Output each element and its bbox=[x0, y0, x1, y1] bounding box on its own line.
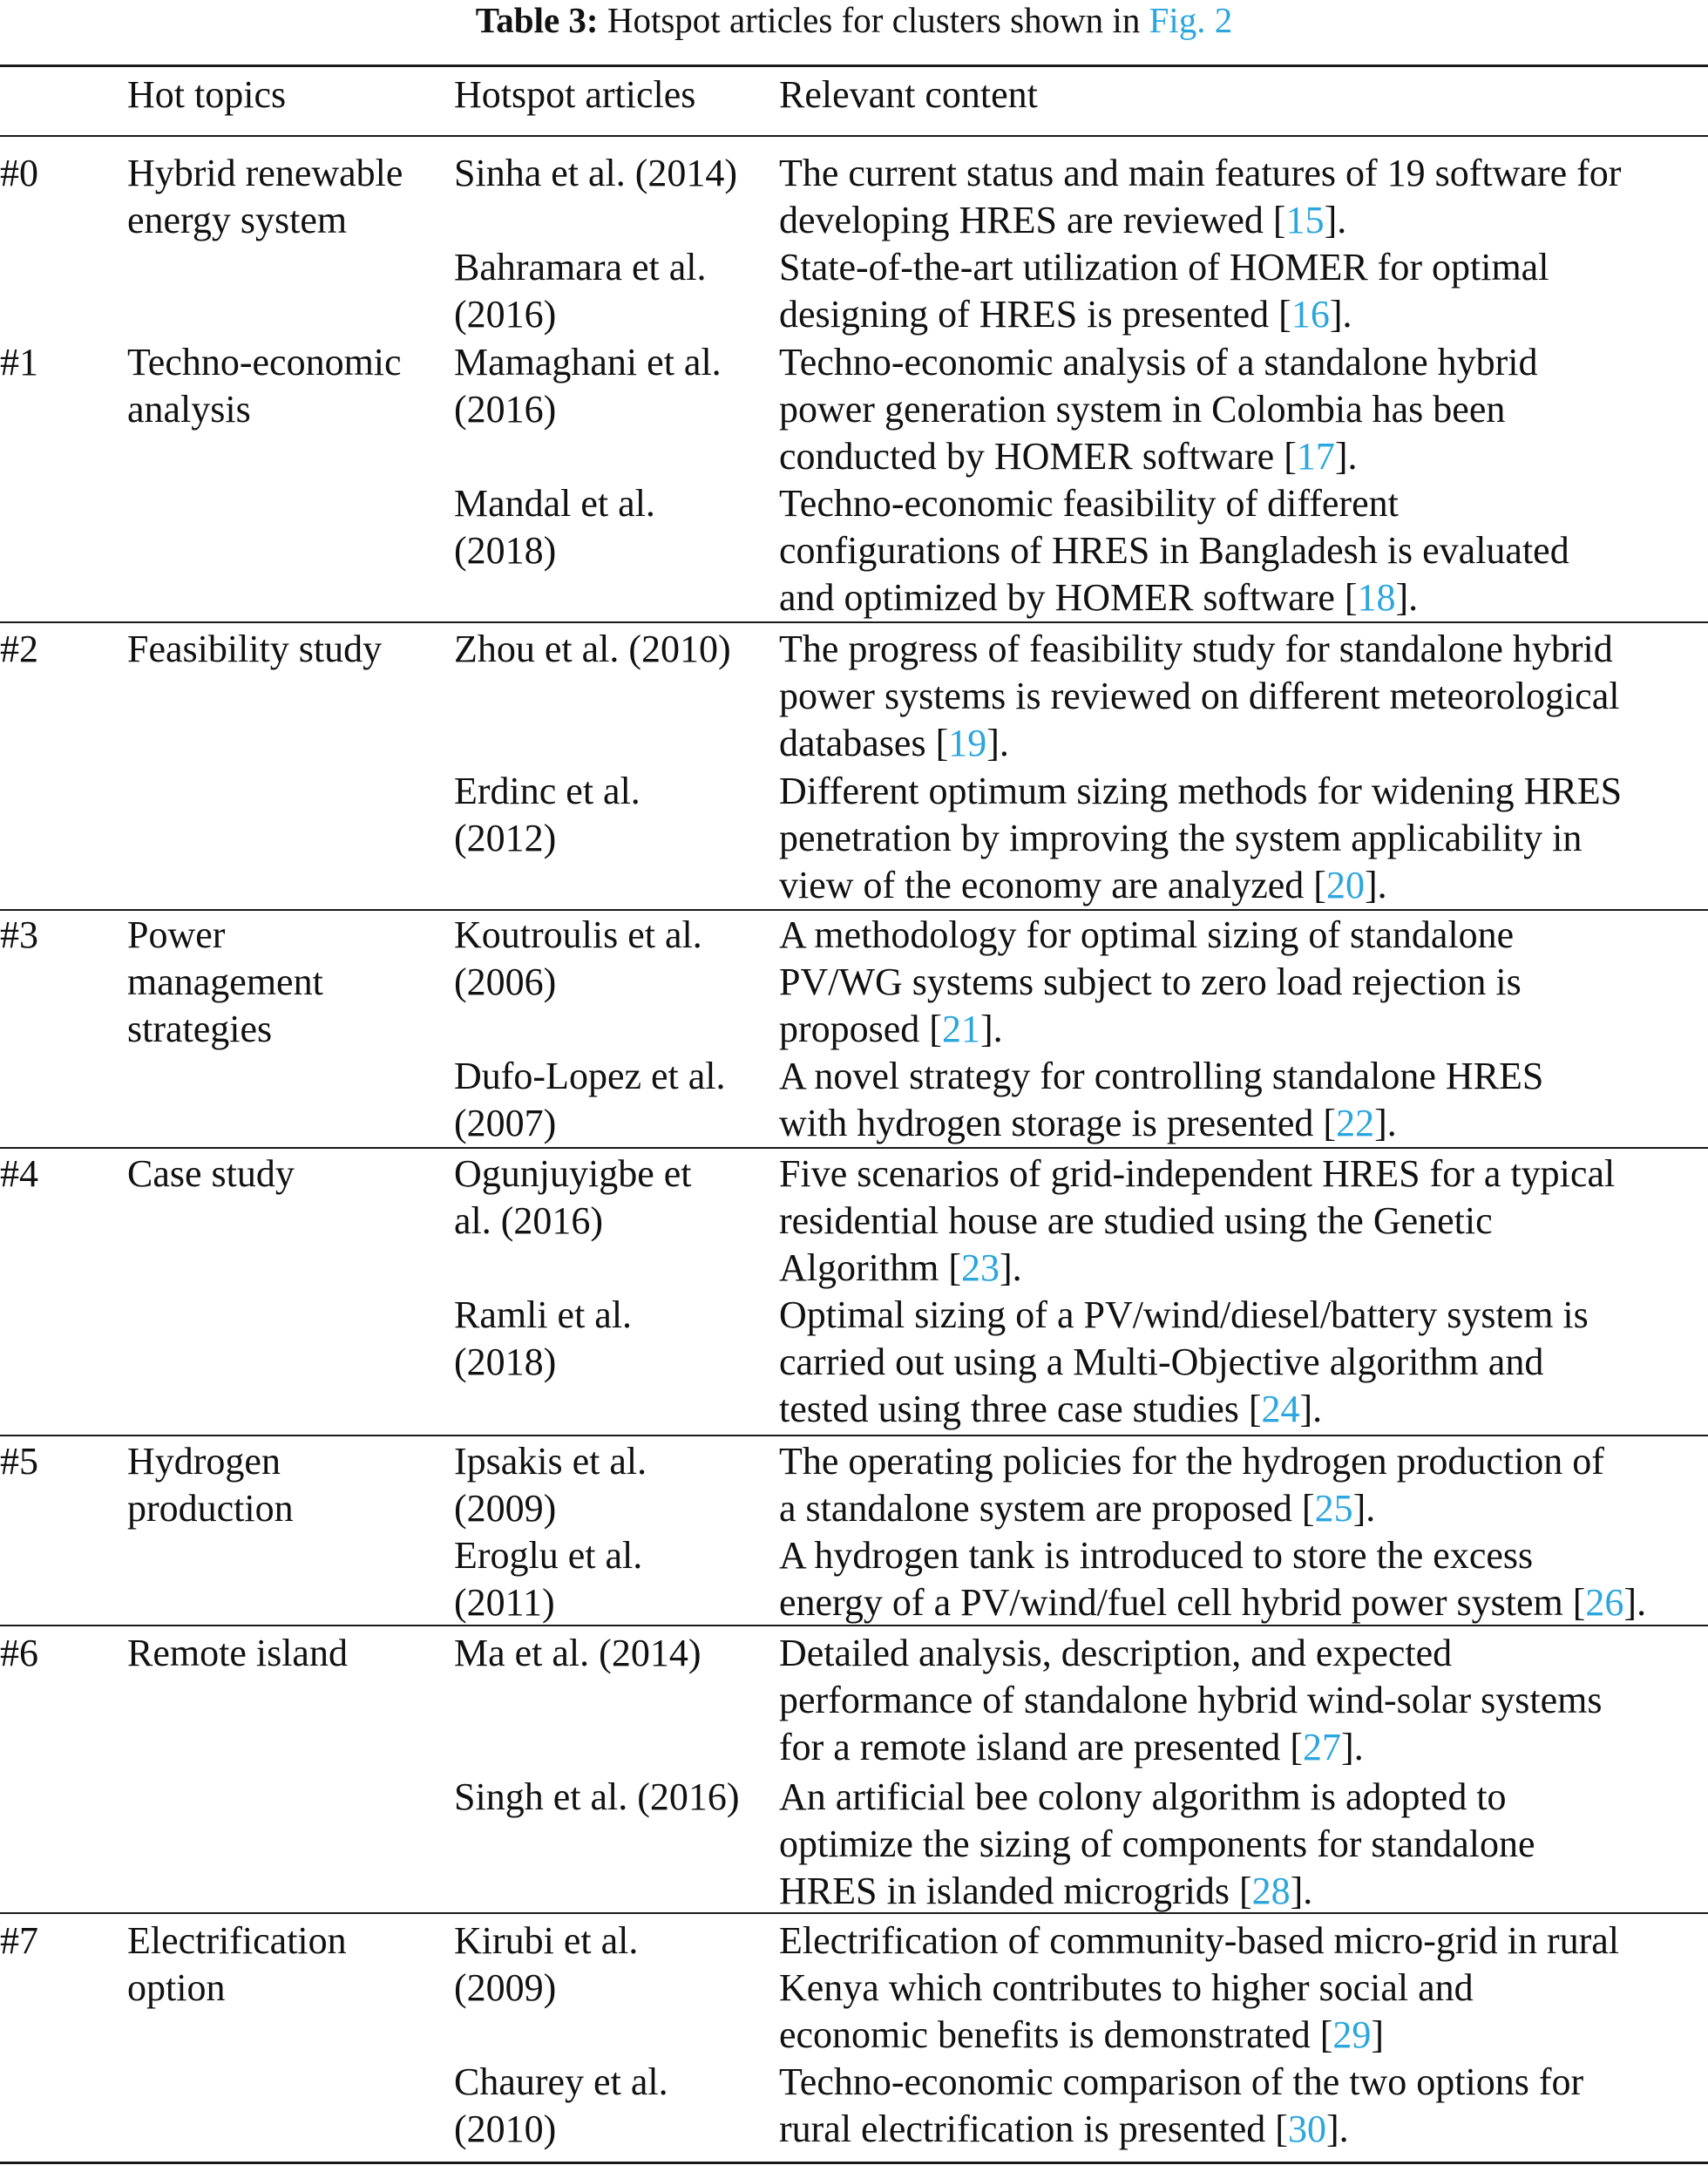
citation-link[interactable]: 20 bbox=[1325, 864, 1365, 906]
content-text: An artificial bee colony algorithm is adopted to optimize the sizing of components for standalone HRES in islanded microgrids [ bbox=[779, 1775, 1535, 1912]
relevant-content bbox=[779, 150, 1708, 244]
hotspot-article: Erdinc et al. (2012) bbox=[454, 770, 640, 859]
content-tail: ]. bbox=[986, 722, 1009, 764]
citation-link[interactable]: 23 bbox=[960, 1246, 1000, 1289]
content-tail: ]. bbox=[1290, 1870, 1313, 1912]
citation-link[interactable]: 28 bbox=[1251, 1870, 1291, 1912]
hot-topic: Power management strategies bbox=[127, 913, 323, 1050]
hot-topic: Hydrogen production bbox=[127, 1440, 294, 1530]
group-separator bbox=[0, 621, 1708, 623]
content-text: Five scenarios of grid-independent HRES for a typical residential house are studied using the Genetic Algorithm [ bbox=[779, 1152, 1616, 1289]
group-separator bbox=[0, 1912, 1708, 1914]
citation-link[interactable]: 21 bbox=[941, 1008, 980, 1050]
content-tail: ]. bbox=[1352, 1487, 1376, 1530]
relevant-content bbox=[779, 1292, 1708, 1433]
group-separator bbox=[0, 909, 1708, 911]
hotspot-article: Kirubi et al. (2009) bbox=[454, 1919, 639, 2009]
content-text: Techno-economic analysis of a standalone hybrid power generation system in Colombia has been conducted by HOMER software [ bbox=[779, 341, 1538, 478]
citation-link[interactable]: 22 bbox=[1336, 1102, 1375, 1144]
citation-link[interactable]: 16 bbox=[1291, 293, 1330, 336]
caption-text: Hotspot articles for clusters shown in bbox=[607, 0, 1141, 40]
content-tail: ]. bbox=[1324, 199, 1347, 241]
content-text: The progress of feasibility study for standalone hybrid power systems is reviewed on different meteorological databases [ bbox=[779, 628, 1620, 764]
table-top-rule bbox=[0, 64, 1708, 67]
hotspot-article: Mamaghani et al. (2016) bbox=[454, 341, 722, 431]
table-label: Table 3: bbox=[475, 0, 599, 40]
content-tail: ]. bbox=[979, 1008, 1003, 1050]
citation-link[interactable]: 24 bbox=[1261, 1388, 1300, 1430]
relevant-content bbox=[779, 1630, 1708, 1771]
content-text: State-of-the-art utilization of HOMER for optimal designing of HRES is presented [ bbox=[779, 246, 1549, 336]
cluster-number: #3 bbox=[0, 913, 38, 956]
citation-link[interactable]: 19 bbox=[948, 722, 987, 764]
hotspot-article: Eroglu et al. (2011) bbox=[454, 1534, 643, 1624]
content-tail: ]. bbox=[1325, 2108, 1349, 2150]
hotspot-article: Singh et al. (2016) bbox=[454, 1775, 740, 1818]
hotspot-article: Ipsakis et al. (2009) bbox=[454, 1440, 647, 1530]
group-separator bbox=[0, 1435, 1708, 1436]
relevant-content bbox=[779, 1053, 1708, 1147]
relevant-content bbox=[779, 339, 1708, 480]
content-tail: ]. bbox=[1329, 293, 1352, 336]
relevant-content bbox=[779, 912, 1708, 1053]
hot-topic: Remote island bbox=[127, 1632, 348, 1674]
content-text: Different optimum sizing methods for widening HRES penetration by improving the system applicability in view of the economy are analyzed [ bbox=[779, 770, 1623, 906]
hot-topic: Case study bbox=[127, 1152, 295, 1195]
content-tail: ]. bbox=[999, 1246, 1022, 1289]
content-tail: ]. bbox=[1364, 864, 1387, 906]
hotspot-article: Sinha et al. (2014) bbox=[454, 152, 738, 194]
header-hotspot-articles: Hotspot articles bbox=[454, 73, 696, 116]
hot-topic: Electrification option bbox=[127, 1919, 347, 2009]
citation-link[interactable]: 18 bbox=[1357, 576, 1396, 619]
hotspot-article: Ogunjuyigbe et al. (2016) bbox=[454, 1152, 692, 1242]
cluster-number: #6 bbox=[0, 1632, 38, 1674]
hotspot-article: Zhou et al. (2010) bbox=[454, 628, 731, 670]
content-tail: ]. bbox=[1299, 1388, 1323, 1430]
content-text: Techno-economic comparison of the two options for rural electrification is presented [ bbox=[779, 2060, 1584, 2150]
group-separator bbox=[0, 1147, 1708, 1149]
content-tail: ] bbox=[1371, 2013, 1385, 2056]
cluster-number: #2 bbox=[0, 628, 38, 670]
header-relevant-content: Relevant content bbox=[779, 73, 1038, 116]
cluster-number: #7 bbox=[0, 1919, 38, 1962]
table-caption bbox=[0, 0, 1708, 44]
cluster-number: #0 bbox=[0, 152, 38, 194]
citation-link[interactable]: 26 bbox=[1585, 1581, 1624, 1624]
relevant-content bbox=[779, 1917, 1708, 2059]
content-text: The current status and main features of 19 software for developing HRES are reviewed [ bbox=[779, 152, 1622, 241]
hot-topic: Hybrid renewable energy system bbox=[127, 152, 403, 241]
content-text: Electrification of community-based micro-grid in rural Kenya which contributes to higher social and economic benefits is demonstrated [ bbox=[779, 1919, 1620, 2056]
relevant-content bbox=[779, 1150, 1708, 1292]
content-text: Optimal sizing of a PV/wind/diesel/battery system is carried out using a Multi-Objective algorithm and tested using three case studies [ bbox=[779, 1293, 1589, 1430]
citation-link[interactable]: 27 bbox=[1303, 1726, 1342, 1768]
citation-link[interactable]: 15 bbox=[1285, 199, 1325, 241]
citation-link[interactable]: 17 bbox=[1296, 435, 1335, 478]
header-hot-topics: Hot topics bbox=[127, 73, 287, 116]
hotspot-article: Dufo-Lopez et al. (2007) bbox=[454, 1055, 726, 1144]
content-text: Detailed analysis, description, and expected performance of standalone hybrid wind-solar systems for a remote island are presented [ bbox=[779, 1632, 1603, 1768]
figure-link[interactable]: Fig. 2 bbox=[1149, 0, 1233, 40]
content-text: Techno-economic feasibility of different configurations of HRES in Bangladesh is evaluated and optimized by HOMER software [ bbox=[779, 482, 1569, 619]
hot-topic: Techno-economic analysis bbox=[127, 341, 402, 431]
relevant-content bbox=[779, 1438, 1708, 1532]
content-tail: ]. bbox=[1395, 576, 1419, 619]
content-text: A novel strategy for controlling standalone HRES with hydrogen storage is presented [ bbox=[779, 1055, 1544, 1144]
hotspot-article: Mandal et al. (2018) bbox=[454, 482, 655, 572]
content-tail: ]. bbox=[1374, 1102, 1397, 1144]
relevant-content bbox=[779, 768, 1708, 909]
cluster-number: #1 bbox=[0, 341, 38, 383]
hotspot-article: Bahramara et al. (2016) bbox=[454, 246, 707, 336]
content-tail: ]. bbox=[1623, 1581, 1647, 1624]
header-rule bbox=[0, 135, 1708, 137]
content-tail: ]. bbox=[1341, 1726, 1364, 1768]
relevant-content bbox=[779, 626, 1708, 767]
hotspot-article: Ramli et al. (2018) bbox=[454, 1293, 633, 1383]
content-tail: ]. bbox=[1334, 435, 1358, 478]
hot-topic: Feasibility study bbox=[127, 628, 383, 670]
relevant-content bbox=[779, 1774, 1708, 1915]
citation-link[interactable]: 30 bbox=[1287, 2108, 1326, 2150]
content-text: A hydrogen tank is introduced to store the excess energy of a PV/wind/fuel cell hybrid power system [ bbox=[779, 1534, 1586, 1624]
content-text: The operating policies for the hydrogen production of a standalone system are proposed [ bbox=[779, 1440, 1604, 1530]
citation-link[interactable]: 25 bbox=[1314, 1487, 1353, 1530]
relevant-content bbox=[779, 244, 1708, 338]
relevant-content bbox=[779, 1532, 1708, 1626]
citation-link[interactable]: 29 bbox=[1332, 2013, 1372, 2056]
table-bottom-rule bbox=[0, 2162, 1708, 2164]
relevant-content bbox=[779, 2059, 1708, 2153]
content-text: A methodology for optimal sizing of standalone PV/WG systems subject to zero load rejection is proposed [ bbox=[779, 913, 1522, 1050]
cluster-number: #5 bbox=[0, 1440, 38, 1483]
hotspot-article: Koutroulis et al. (2006) bbox=[454, 913, 702, 1003]
cluster-number: #4 bbox=[0, 1152, 38, 1195]
hotspot-article: Chaurey et al. (2010) bbox=[454, 2060, 668, 2150]
hotspot-article: Ma et al. (2014) bbox=[454, 1632, 702, 1674]
group-separator bbox=[0, 1625, 1708, 1626]
relevant-content bbox=[779, 480, 1708, 621]
